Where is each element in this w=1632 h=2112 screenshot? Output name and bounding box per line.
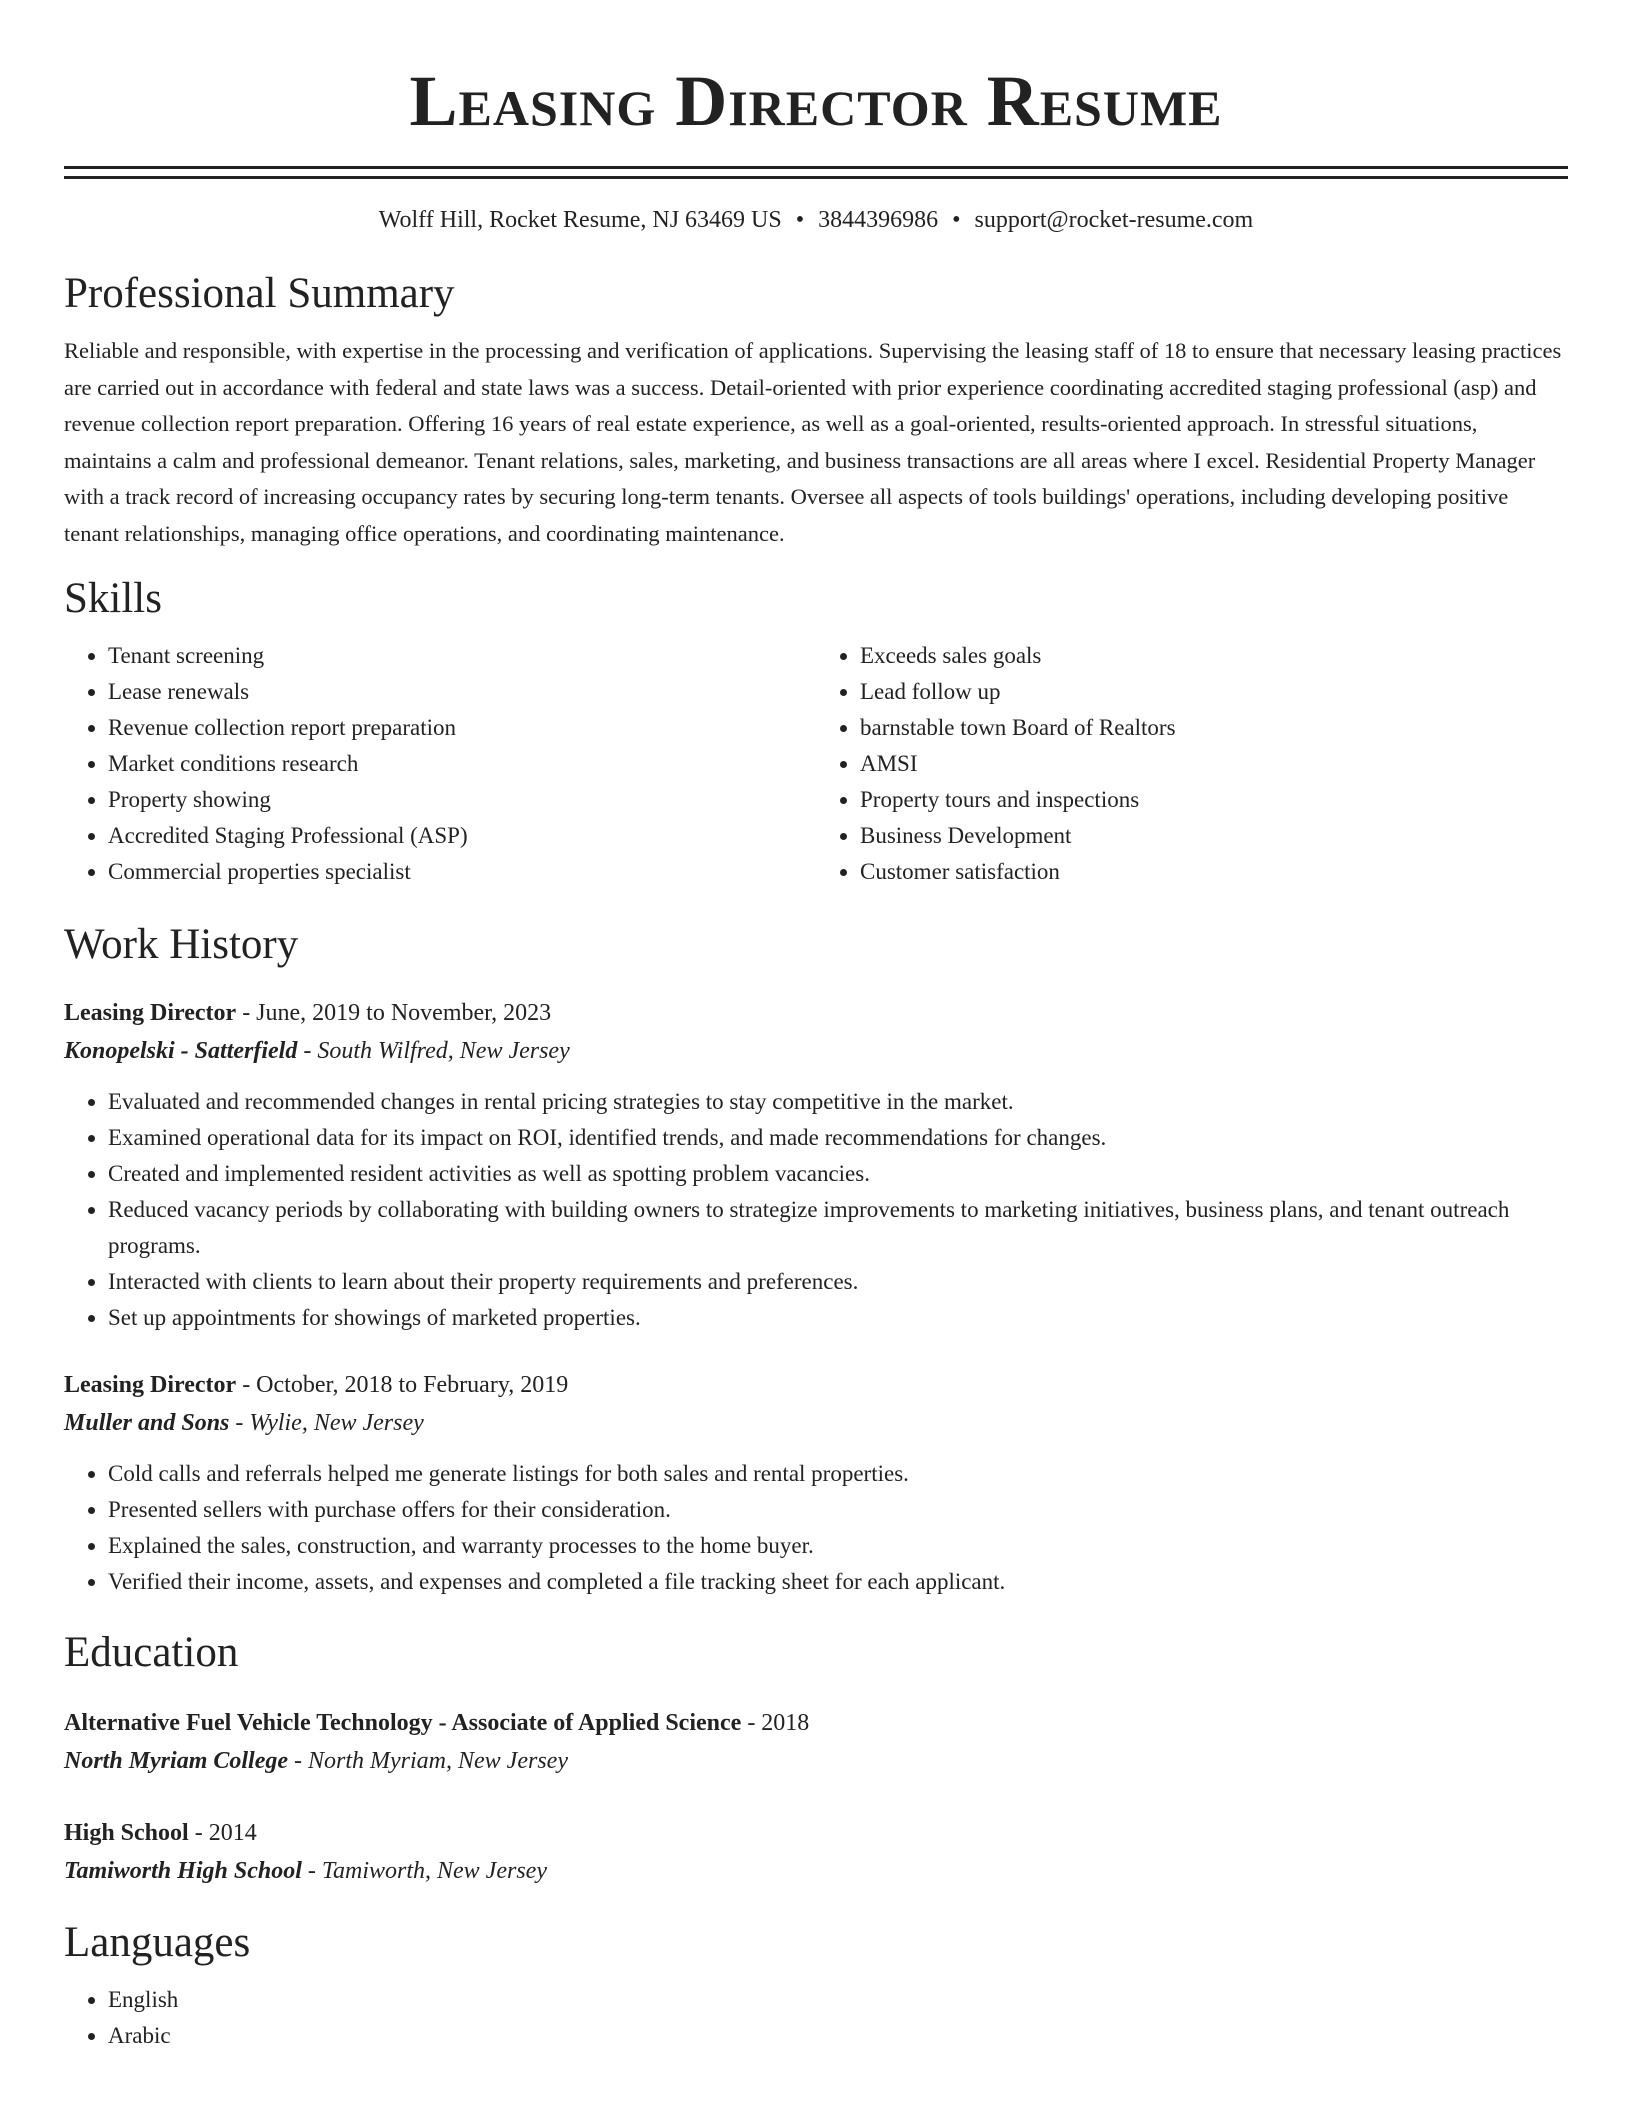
contact-email: support@rocket-resume.com — [974, 207, 1254, 233]
contact-address: Wolff Hill, Rocket Resume, NJ 63469 US — [378, 207, 782, 233]
job-title: Leasing Director — [64, 1372, 237, 1398]
skill-item: • Accredited Staging Professional (ASP) — [108, 818, 816, 854]
skill-item: • Commercial properties specialist — [108, 854, 816, 890]
job-dates: - June, 2019 to November, 2023 — [236, 1000, 552, 1026]
job-employer-line — [64, 1404, 1568, 1442]
job-bullet: • Interacted with clients to learn about their property requirements and preferences. — [108, 1264, 1568, 1300]
job-employer-line — [64, 1032, 1568, 1070]
section-title-education: Education — [64, 1629, 239, 1676]
skill-item: • barnstable town Board of Realtors — [860, 710, 1568, 746]
skill-item: • Property tours and inspections — [860, 782, 1568, 818]
education-heading — [64, 1704, 1568, 1742]
job-company: Konopelski - Satterfield — [64, 1038, 298, 1064]
section-title-summary: Professional Summary — [64, 270, 455, 317]
contact-separator: • — [952, 207, 961, 233]
skill-item: • Lease renewals — [108, 674, 816, 710]
resume-title: Leasing Director Resume — [409, 61, 1223, 141]
language-item: • English — [108, 1982, 1568, 2018]
skills-grid — [64, 638, 1568, 890]
job-entry — [64, 1366, 1568, 1600]
job-bullet: • Reduced vacancy periods by collaborating with building owners to strategize improvements to marketing initiatives, business plans, and tenant outreach programs. — [108, 1192, 1568, 1264]
job-company: Muller and Sons — [64, 1410, 230, 1436]
skill-item: • Revenue collection report preparation — [108, 710, 816, 746]
resume-page — [64, 0, 1568, 2054]
skill-item: • AMSI — [860, 746, 1568, 782]
job-bullet: • Cold calls and referrals helped me generate listings for both sales and rental properties. — [108, 1456, 1568, 1492]
skill-item: • Tenant screening — [108, 638, 816, 674]
job-bullet: • Set up appointments for showings of marketed properties. — [108, 1300, 1568, 1336]
job-title: Leasing Director — [64, 1000, 237, 1026]
skill-item: • Exceeds sales goals — [860, 638, 1568, 674]
contact-line — [64, 205, 1568, 235]
contact-phone: 3844396986 — [818, 207, 939, 233]
skill-item: • Customer satisfaction — [860, 854, 1568, 890]
summary-paragraph: Reliable and responsible, with expertise in the processing and verification of applications. Supervising the leasing staff of 18 to ensure that necessary leasing practices are carried out in accordance with federal and state laws was a success. Detail-oriented with prior experience coordinating accredited staging professional (asp) and revenue collection report preparation. Offering 16 years of real estate experience, as well as a goal-oriented, results-oriented approach. In stressful situations, maintains a calm and professional demeanor. Tenant relations, sales, marketing, and business transactions are all areas where I excel. Residential Property Manager with a track record of increasing occupancy rates by securing long-term tenants. Oversee all aspects of tools buildings' operations, including developing positive tenant relationships, managing office operations, and coordinating maintenance. — [64, 338, 1562, 546]
skills-column-left — [64, 638, 816, 890]
education-school: Tamiworth High School — [64, 1858, 302, 1884]
job-bullets — [64, 1084, 1568, 1336]
education-year: - 2014 — [188, 1820, 257, 1846]
skill-item: • Business Development — [860, 818, 1568, 854]
job-dates: - October, 2018 to February, 2019 — [236, 1372, 569, 1398]
job-heading — [64, 1366, 1568, 1404]
title-double-rule — [64, 166, 1568, 179]
job-bullet: • Evaluated and recommended changes in rental pricing strategies to stay competitive in the market. — [108, 1084, 1568, 1120]
job-heading — [64, 994, 1568, 1032]
education-degree: High School — [64, 1820, 189, 1846]
languages-list — [64, 1982, 1568, 2054]
skill-item: • Market conditions research — [108, 746, 816, 782]
job-bullet: • Presented sellers with purchase offers for their consideration. — [108, 1492, 1568, 1528]
job-entry — [64, 994, 1568, 1336]
education-location: - Tamiworth, New Jersey — [301, 1858, 547, 1884]
education-heading — [64, 1814, 1568, 1852]
education-school: North Myriam College — [64, 1748, 289, 1774]
job-location: - South Wilfred, New Jersey — [297, 1038, 570, 1064]
job-bullets — [64, 1456, 1568, 1600]
education-location: - North Myriam, New Jersey — [288, 1748, 568, 1774]
section-title-skills: Skills — [64, 575, 162, 622]
job-bullet: • Explained the sales, construction, and warranty processes to the home buyer. — [108, 1528, 1568, 1564]
education-entry — [64, 1814, 1568, 1890]
section-title-work-history: Work History — [64, 921, 299, 968]
education-degree: Alternative Fuel Vehicle Technology - Associate of Applied Science — [64, 1710, 742, 1736]
education-school-line — [64, 1742, 1568, 1780]
job-bullet: • Examined operational data for its impact on ROI, identified trends, and made recommendations for changes. — [108, 1120, 1568, 1156]
contact-separator: • — [795, 207, 805, 233]
language-item: • Arabic — [108, 2018, 1568, 2054]
skill-item: • Lead follow up — [860, 674, 1568, 710]
skills-column-right — [816, 638, 1568, 890]
section-title-languages: Languages — [64, 1919, 251, 1966]
education-school-line — [64, 1852, 1568, 1890]
education-year: - 2018 — [741, 1710, 810, 1736]
job-location: - Wylie, New Jersey — [229, 1410, 424, 1436]
job-bullet: • Created and implemented resident activities as well as spotting problem vacancies. — [108, 1156, 1568, 1192]
education-entry — [64, 1704, 1568, 1780]
skill-item: • Property showing — [108, 782, 816, 818]
job-bullet: • Verified their income, assets, and expenses and completed a file tracking sheet for each applicant. — [108, 1564, 1568, 1600]
